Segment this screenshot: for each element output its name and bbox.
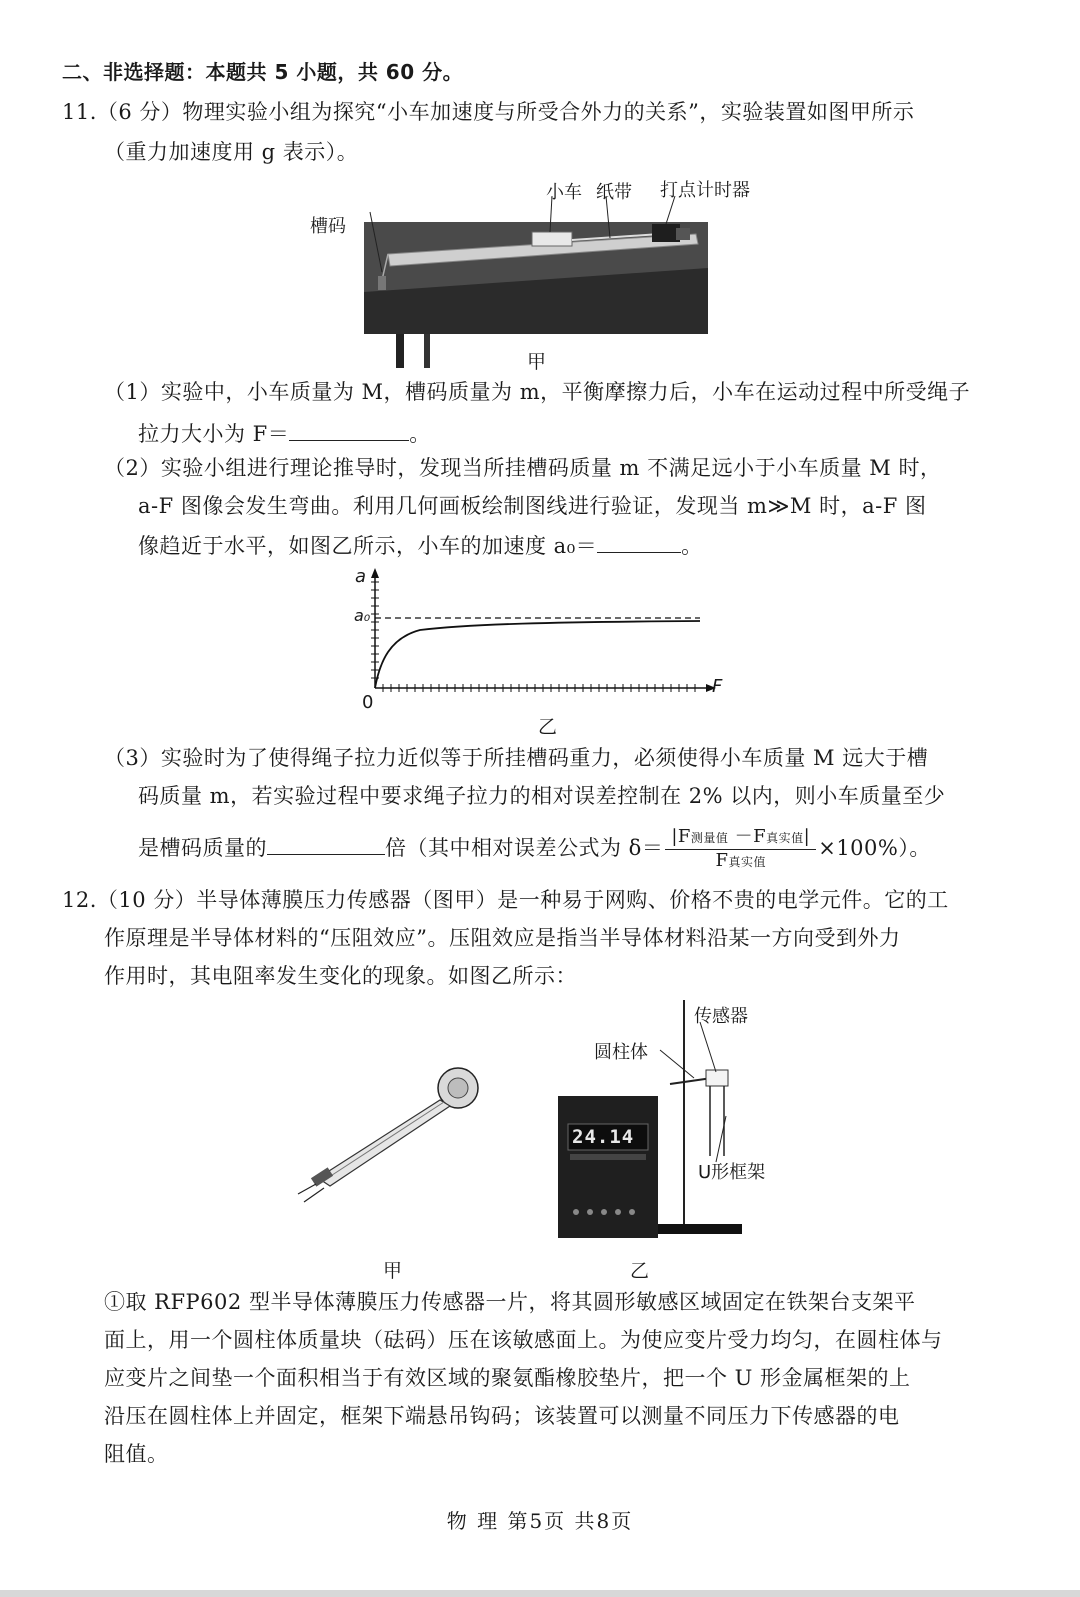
q12-stem-line1: 12.（10 分）半导体薄膜压力传感器（图甲）是一种易于网购、价格不贵的电学元件。它的工	[62, 888, 949, 912]
label-cylinder: 圆柱体	[594, 1042, 648, 1063]
q12-step1-line2: 面上，用一个圆柱体质量块（砝码）压在该敏感面上。为使应变片受力均匀，在圆柱体与	[104, 1328, 943, 1352]
q11-part2-text: 像趋近于水平，如图乙所示，小车的加速度 a₀＝	[138, 534, 598, 558]
q11-part1-line1: （1）实验中，小车质量为 M，槽码质量为 m，平衡摩擦力后，小车在运动过程中所受绳子	[104, 380, 971, 404]
q11-stem-line1: 11.（6 分）物理实验小组为探究“小车加速度与所受合外力的关系”，实验装置如图甲所示	[62, 100, 915, 124]
relative-error-formula	[665, 826, 816, 873]
q11-part2-end: 。	[681, 534, 703, 558]
formula-denominator	[665, 850, 816, 873]
formula-num-end: |	[803, 826, 811, 847]
q11-part2-line2: a-F 图像会发生弯曲。利用几何画板绘制图线进行验证，发现当 m≫M 时，a-F 图	[138, 494, 927, 518]
answer-blank-F[interactable]	[289, 418, 409, 441]
meter-body	[558, 1096, 658, 1238]
q12-step1-line3: 应变片之间垫一个面积相当于有效区域的聚氨酯橡胶垫片，把一个 U 形金属框架的上	[104, 1366, 911, 1390]
label-sensor: 传感器	[694, 1006, 748, 1027]
q11-part3-line3	[138, 826, 931, 873]
q11-part2-line1: （2）实验小组进行理论推导时，发现当所挂槽码质量 m 不满足远小于小车质量 M 时，	[104, 456, 942, 480]
a-F-curve	[375, 621, 700, 688]
apparatus-photo	[300, 172, 720, 372]
formula-den-F: F	[715, 850, 729, 871]
label-u-frame: U形框架	[698, 1162, 766, 1183]
graph-origin-label: 0	[362, 692, 374, 713]
caption-yi-q11: 乙	[538, 716, 558, 738]
graph-x-label: F	[712, 676, 723, 697]
graph-y-label: a	[355, 566, 367, 587]
q12-stem-line3: 作用时，其电阻率发生变化的现象。如图乙所示：	[104, 964, 577, 988]
formula-num-F1: |F	[671, 826, 691, 847]
q11-part2-line3	[138, 530, 703, 560]
formula-num-sub2: 真实值	[766, 831, 804, 845]
q11-part1-text: 拉力大小为 F＝	[138, 422, 290, 446]
q11-part3-formula-intro: 倍（其中相对误差公式为 δ＝	[385, 836, 664, 860]
q12-stem-line2: 作原理是半导体材料的“压阻效应”。压阻效应是指当半导体材料沿某一方向受到外力	[104, 926, 901, 950]
section-heading: 二、非选择题：本题共 5 小题，共 60 分。	[62, 60, 464, 84]
y-axis-arrow	[371, 568, 379, 578]
stand-base	[658, 1224, 742, 1234]
formula-num-mid: －F	[728, 826, 767, 847]
meter-stand-photo	[530, 996, 790, 1246]
q12-step1-line1: ①取 RFP602 型半导体薄膜压力传感器一片，将其圆形敏感区域固定在铁架台支架平	[104, 1290, 916, 1314]
label-paper-tape: 纸带	[596, 182, 632, 203]
q11-part3-line2: 码质量 m，若实验过程中要求绳子拉力的相对误差控制在 2% 以内，则小车质量至少	[138, 784, 946, 808]
label-weights: 槽码	[310, 216, 346, 237]
label-cart: 小车	[546, 182, 582, 203]
caption-jia-q11: 甲	[527, 351, 547, 373]
graph-a0-label: a₀	[354, 606, 371, 625]
q11-part1-line2	[138, 418, 431, 448]
label-timer: 打点计时器	[660, 180, 750, 201]
figure-jia-apparatus	[300, 172, 750, 372]
answer-blank-a0[interactable]	[597, 530, 681, 553]
q11-part3-line1: （3）实验时为了使得绳子拉力近似等于所挂槽码重力，必须使得小车质量 M 远大于槽	[104, 746, 929, 770]
figure-yi-setup	[530, 996, 790, 1246]
figure-jia-sensor	[290, 1060, 500, 1210]
figure-yi-graph	[350, 566, 740, 716]
q11-part3-end: ×100%）。	[818, 836, 931, 860]
q11-stem-line2: （重力加速度用 g 表示）。	[104, 140, 359, 164]
answer-blank-ratio[interactable]	[267, 832, 385, 855]
page-footer: 物 理 第5页 共8页	[446, 1509, 634, 1533]
caption-jia-q12: 甲	[383, 1260, 403, 1282]
u-frame	[710, 1086, 724, 1156]
formula-den-sub: 真实值	[728, 855, 767, 869]
q11-part1-end: 。	[409, 422, 431, 446]
formula-numerator	[665, 826, 816, 850]
q12-step1-line5: 阻值。	[104, 1442, 169, 1466]
a-F-graph	[350, 566, 740, 716]
q12-step1-line4: 沿压在圆柱体上并固定，框架下端悬吊钩码；该装置可以测量不同压力下传感器的电	[104, 1404, 900, 1428]
page-bottom-edge	[0, 1590, 1080, 1597]
caption-yi-q12: 乙	[630, 1260, 650, 1282]
q11-part3-text: 是槽码质量的	[138, 836, 267, 860]
formula-num-sub1: 测量值	[690, 831, 729, 845]
meter-reading: 24.14	[572, 1126, 635, 1148]
film-sensor-drawing	[290, 1060, 500, 1210]
